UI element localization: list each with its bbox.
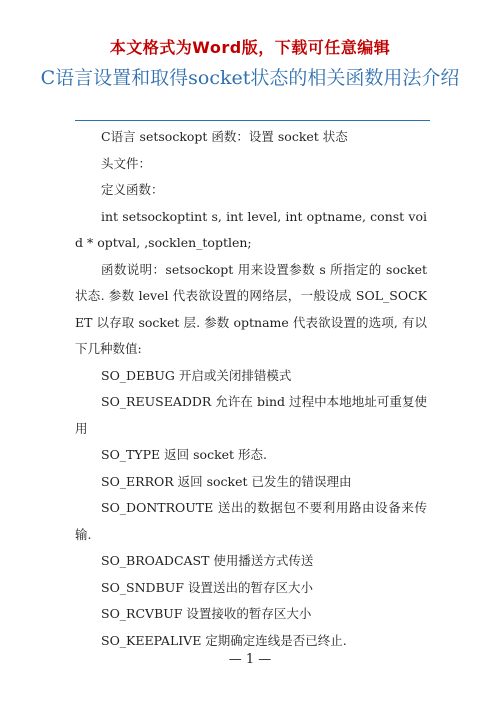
option-so-sndbuf: SO_SNDBUF 设置送出的暂存区大小 (101, 579, 313, 595)
document-body (75, 124, 427, 654)
paragraph-function-signature: int setsockoptint s, int level, int optname, const void * optval, ,socklen_toptlen; (75, 208, 427, 250)
option-so-broadcast: SO_BROADCAST 使用播送方式传送 (101, 553, 314, 568)
document-title: C语言设置和取得socket状态的相关函数用法介绍 (40, 67, 460, 89)
paragraph-header-file: 头文件： (101, 155, 152, 171)
title-underline (75, 120, 430, 121)
paragraph-intro: C语言 setsockopt 函数：设置 socket 状态 (101, 129, 348, 144)
option-so-debug: SO_DEBUG 开启或关闭排错模式 (101, 367, 292, 383)
option-so-keepalive: SO_KEEPALIVE 定期确定连线是否已终止. (101, 632, 347, 648)
option-so-rcvbuf: SO_RCVBUF 设置接收的暂存区大小 (101, 606, 312, 621)
option-so-dontroute: SO_DONTROUTE 送出的数据包不要利用路由设备来传输. (75, 500, 427, 542)
option-so-type: SO_TYPE 返回 socket 形态. (101, 447, 268, 462)
format-banner: 本文格式为Word版，下载可任意编辑 (109, 38, 391, 57)
paragraph-function-description: 函数说明：setsockopt 用来设置参数 s 所指定的 socket 状态. 参数 level 代表欲设置的网络层，一般设成 SOL_SOCKET 以存取 socket 层. 参数 optname 代表欲设置的选项, 有以下几种数值: (75, 261, 427, 356)
option-so-error: SO_ERROR 返回 socket 已发生的错误理由 (101, 473, 352, 489)
paragraph-definition-label: 定义函数： (101, 182, 164, 197)
page-number: — 1 — (228, 652, 272, 667)
option-so-reuseaddr: SO_REUSEADDR 允许在 bind 过程中本地地址可重复使用 (75, 394, 427, 436)
